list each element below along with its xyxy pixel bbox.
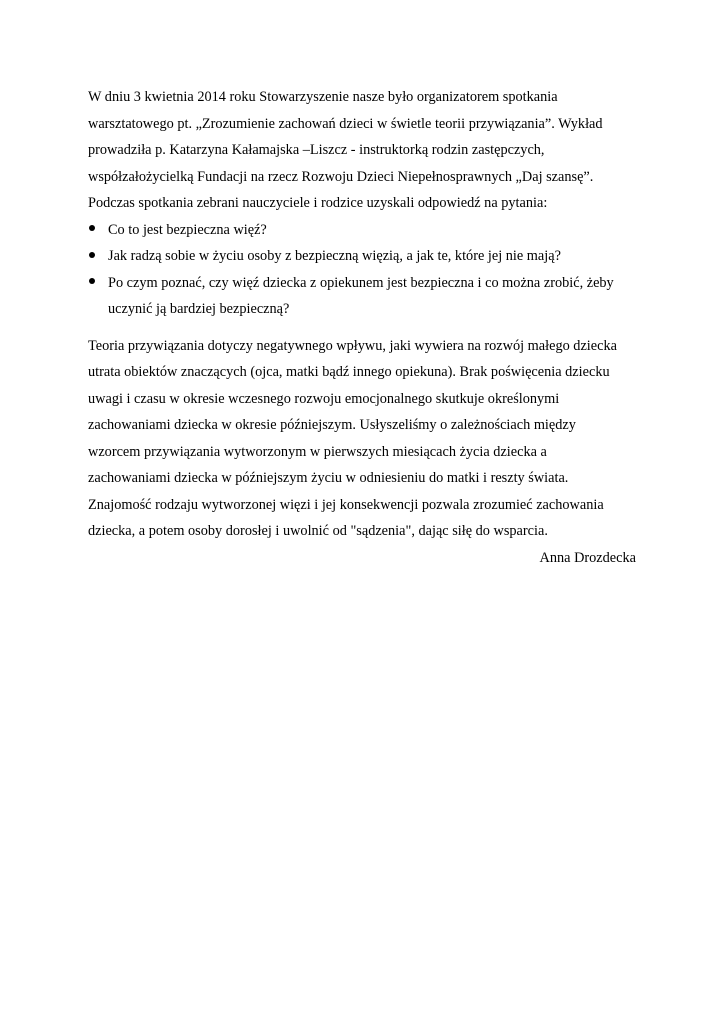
intro-line: prowadziła p. Katarzyna Kałamajska –Liszcz - instruktorką rodzin zastępczych,	[88, 142, 545, 158]
body-line: wzorcem przywiązania wytworzonym w pierwszych miesiącach życia dziecka a	[88, 443, 547, 460]
questions-list	[88, 217, 636, 323]
bullet-icon	[88, 270, 96, 297]
intro-line: warsztatowego pt. „Zrozumienie zachowań dzieci w świetle teorii przywiązania”. Wykład	[88, 115, 603, 132]
body-line: uwagi i czasu w okresie wczesnego rozwoju emocjonalnego skutkuje określonymi	[88, 390, 560, 407]
question-line: uczynić ją bardziej bezpieczną?	[108, 301, 290, 317]
bullet-icon	[88, 243, 96, 270]
question-item	[88, 270, 636, 323]
bullet-icon	[88, 217, 96, 244]
body-line: Znajomość rodzaju wytworzonej więzi i jej konsekwencji pozwala zrozumieć zachowania	[88, 496, 604, 513]
body-line: zachowaniami dziecka w późniejszym życiu w odniesieniu do matki i reszty świata.	[88, 470, 569, 486]
question-line: Co to jest bezpieczna więź?	[108, 221, 267, 238]
body-paragraph	[88, 333, 636, 545]
question-item	[88, 217, 636, 244]
body-line: dziecka, a potem osoby dorosłej i uwolnić od "sądzenia", dając siłę do wsparcia.	[88, 523, 548, 539]
body-line: utrata obiektów znaczących (ojca, matki bądź innego opiekuna). Brak poświęcenia dziecku	[88, 364, 610, 380]
document-content	[88, 84, 636, 571]
body-line: Teoria przywiązania dotyczy negatywnego wpływu, jaki wywiera na rozwój małego dziecka	[88, 337, 617, 354]
question-item	[88, 243, 636, 270]
intro-line: Podczas spotkania zebrani nauczyciele i rodzice uzyskali odpowiedź na pytania:	[88, 195, 548, 211]
paragraph-spacer	[88, 323, 636, 333]
body-line: zachowaniami dziecka w okresie późniejszym. Usłyszeliśmy o zależnościach między	[88, 417, 576, 433]
intro-line: współzałożycielką Fundacji na rzecz Rozwoju Dzieci Niepełnosprawnych „Daj szansę”.	[88, 168, 594, 185]
author-signature: Anna Drozdecka	[539, 549, 636, 566]
intro-paragraph	[88, 84, 636, 217]
question-line: Po czym poznać, czy więź dziecka z opiekunem jest bezpieczna i co można zrobić, żeby	[108, 274, 614, 291]
intro-line: W dniu 3 kwietnia 2014 roku Stowarzyszenie nasze było organizatorem spotkania	[88, 89, 558, 105]
question-line: Jak radzą sobie w życiu osoby z bezpieczną więzią, a jak te, które jej nie mają?	[108, 248, 561, 264]
